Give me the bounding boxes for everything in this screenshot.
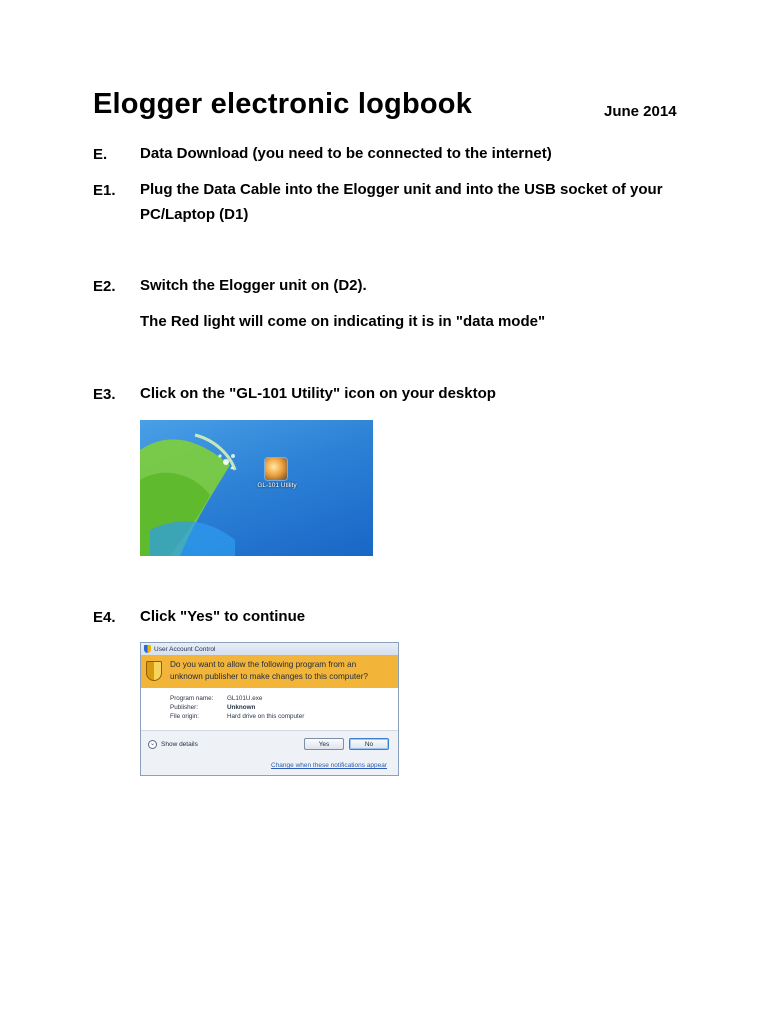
step-text-e4: Click "Yes" to continue xyxy=(140,608,306,625)
program-name-value: GL101U.exe xyxy=(227,695,263,702)
document-title: Elogger electronic logbook xyxy=(93,88,473,120)
step-number-e: E. xyxy=(93,146,108,163)
step-text-e3: Click on the "GL-101 Utility" icon on your desktop xyxy=(140,385,496,402)
uac-dialog-screenshot xyxy=(140,642,399,776)
publisher-value: Unknown xyxy=(227,704,256,711)
step-number-e3: E3. xyxy=(93,386,116,403)
uac-question-line2: unknown publisher to make changes to this computer? xyxy=(170,672,368,681)
file-origin-key: File origin: xyxy=(170,713,200,720)
step-note-e2: The Red light will come on indicating it is in "data mode" xyxy=(140,313,546,330)
change-notifications-link[interactable]: Change when these notifications appear xyxy=(271,762,387,769)
step-text-e2: Switch the Elogger unit on (D2). xyxy=(140,277,367,294)
file-origin-value: Hard drive on this computer xyxy=(227,713,305,720)
uac-question-line1: Do you want to allow the following program from an xyxy=(170,660,357,669)
gl-101-utility-icon[interactable] xyxy=(265,458,287,480)
step-number-e2: E2. xyxy=(93,278,116,295)
step-text-e: Data Download (you need to be connected to the internet) xyxy=(140,145,552,162)
uac-button-area xyxy=(141,730,399,776)
uac-warning-banner xyxy=(141,655,399,688)
warning-shield-icon xyxy=(146,661,162,681)
uac-title: User Account Control xyxy=(154,645,216,653)
show-details-link[interactable]: Show details xyxy=(161,741,198,748)
step-text-e1-line1: Plug the Data Cable into the Elogger unit and into the USB socket of your xyxy=(140,181,663,198)
document-date: June 2014 xyxy=(604,103,677,120)
uac-titlebar xyxy=(141,643,398,655)
yes-button[interactable]: Yes xyxy=(304,738,344,750)
shield-icon xyxy=(144,645,151,653)
no-button[interactable]: No xyxy=(349,738,389,750)
publisher-key: Publisher: xyxy=(170,704,199,711)
chevron-down-icon[interactable]: ⌄ xyxy=(149,741,156,747)
program-name-key: Program name: xyxy=(170,695,214,702)
uac-program-info xyxy=(141,688,399,730)
step-number-e1: E1. xyxy=(93,182,116,199)
gl-101-utility-icon-label: GL-101 Utility xyxy=(257,482,297,489)
step-number-e4: E4. xyxy=(93,609,116,626)
step-text-e1-line2: PC/Laptop (D1) xyxy=(140,206,249,223)
